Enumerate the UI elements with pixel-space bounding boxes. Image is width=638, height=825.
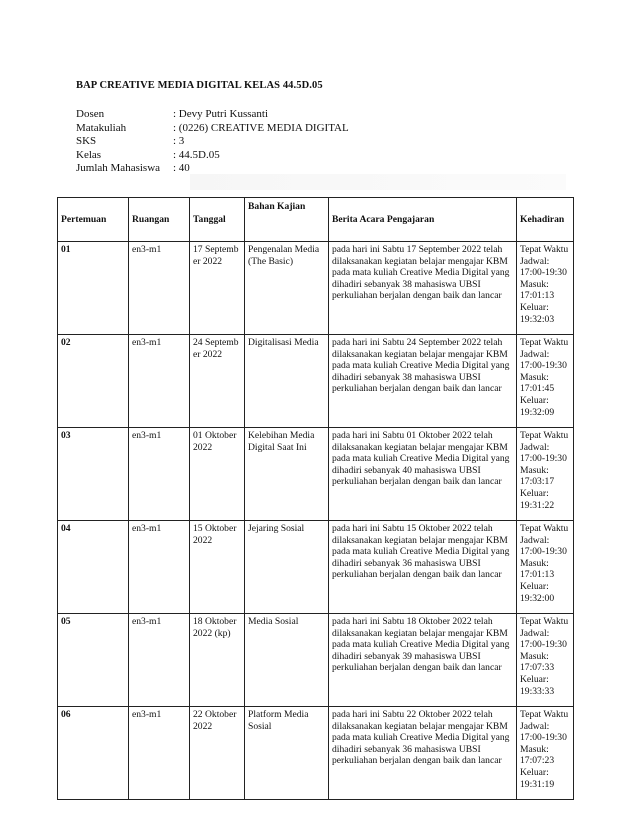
cell-berita-acara: pada hari ini Sabtu 15 Oktober 2022 telah dilaksanakan kegiatan belajar mengajar KBM pada mata kuliah Creative Media Digital yang dihadiri sebanyak 36 mahasiswa UBSI perkuliahan berjalan dengan baik dan lancar [329, 521, 517, 614]
cell-berita-acara: pada hari ini Sabtu 17 September 2022 telah dilaksanakan kegiatan belajar mengajar KBM pada mata kuliah Creative Media Digital yang dihadiri sebanyak 38 mahasiswa UBSI perkuliahan berjalan dengan baik dan lancar [329, 242, 517, 335]
header-bahan-kajian: Bahan Kajian [245, 198, 329, 242]
cell-ruangan: en3-m1 [129, 428, 190, 521]
attendance-table [57, 197, 574, 800]
cell-ruangan: en3-m1 [129, 242, 190, 335]
info-row-kelas [76, 149, 349, 163]
cell-pertemuan: 06 [58, 707, 129, 800]
table-row [58, 242, 574, 335]
cell-tanggal: 22 Oktober 2022 [190, 707, 245, 800]
info-value: : Devy Putri Kussanti [173, 108, 269, 120]
cell-tanggal: 01 Oktober 2022 [190, 428, 245, 521]
table-row [58, 521, 574, 614]
table-row [58, 428, 574, 521]
cell-tanggal: 24 Septemb er 2022 [190, 335, 245, 428]
info-row-dosen [76, 108, 349, 122]
cell-pertemuan: 01 [58, 242, 129, 335]
header-tanggal: Tanggal [190, 198, 245, 242]
cell-bahan-kajian: Platform Media Sosial [245, 707, 329, 800]
info-label: Matakuliah [76, 121, 127, 134]
cell-kehadiran: Tepat Waktu Jadwal: 17:00-19:30 Masuk: 17:03:17 Keluar: 19:31:22 [517, 428, 574, 521]
cell-berita-acara: pada hari ini Sabtu 24 September 2022 telah dilaksanakan kegiatan belajar mengajar KBM pada mata kuliah Creative Media Digital yang dihadiri sebanyak 38 mahasiswa UBSI perkuliahan berjalan dengan baik dan lancar [329, 335, 517, 428]
cell-bahan-kajian: Jejaring Sosial [245, 521, 329, 614]
cell-pertemuan: 02 [58, 335, 129, 428]
info-value: : 44.5D.05 [173, 148, 220, 161]
cell-pertemuan: 03 [58, 428, 129, 521]
cell-kehadiran: Tepat Waktu Jadwal: 17:00-19:30 Masuk: 17:01:13 Keluar: 19:32:00 [517, 521, 574, 614]
document-title: BAP CREATIVE MEDIA DIGITAL KELAS 44.5D.05 [76, 80, 323, 91]
cell-kehadiran: Tepat Waktu Jadwal: 17:00-19:30 Masuk: 17:07:23 Keluar: 19:31:19 [517, 707, 574, 800]
info-row-sks [76, 135, 349, 149]
header-ruangan: Ruangan [129, 198, 190, 242]
info-shade [190, 174, 566, 190]
cell-bahan-kajian: Digitalisasi Media [245, 335, 329, 428]
course-info [76, 108, 349, 176]
info-row-jumlah-mahasiswa [76, 162, 349, 176]
cell-pertemuan: 05 [58, 614, 129, 707]
info-label: Dosen [76, 108, 105, 120]
cell-kehadiran: Tepat Waktu Jadwal: 17:00-19:30 Masuk: 17:07:33 Keluar: 19:33:33 [517, 614, 574, 707]
cell-ruangan: en3-m1 [129, 707, 190, 800]
info-label: SKS [76, 135, 97, 148]
cell-tanggal: 15 Oktober 2022 [190, 521, 245, 614]
header-berita-acara: Berita Acara Pengajaran [329, 198, 517, 242]
cell-kehadiran: Tepat Waktu Jadwal: 17:00-19:30 Masuk: 17:01:45 Keluar: 19:32:09 [517, 335, 574, 428]
header-kehadiran: Kehadiran [517, 198, 574, 242]
info-label: Kelas [76, 148, 102, 161]
cell-ruangan: en3-m1 [129, 521, 190, 614]
info-value: : 3 [173, 135, 185, 148]
table-header-row [58, 198, 574, 242]
cell-berita-acara: pada hari ini Sabtu 18 Oktober 2022 telah dilaksanakan kegiatan belajar mengajar KBM pada mata kuliah Creative Media Digital yang dihadiri sebanyak 39 mahasiswa UBSI perkuliahan berjalan dengan baik dan lancar [329, 614, 517, 707]
cell-tanggal: 17 Septemb er 2022 [190, 242, 245, 335]
header-pertemuan: Pertemuan [58, 198, 129, 242]
cell-bahan-kajian: Kelebihan Media Digital Saat Ini [245, 428, 329, 521]
info-value: : (0226) CREATIVE MEDIA DIGITAL [173, 121, 349, 134]
table-row [58, 614, 574, 707]
table-row [58, 707, 574, 800]
cell-berita-acara: pada hari ini Sabtu 01 Oktober 2022 telah dilaksanakan kegiatan belajar mengajar KBM pada mata kuliah Creative Media Digital yang dihadiri sebanyak 40 mahasiswa UBSI perkuliahan berjalan dengan baik dan lancar [329, 428, 517, 521]
cell-berita-acara: pada hari ini Sabtu 22 Oktober 2022 telah dilaksanakan kegiatan belajar mengajar KBM pada mata kuliah Creative Media Digital yang dihadiri sebanyak 36 mahasiswa UBSI perkuliahan berjalan dengan baik dan lancar [329, 707, 517, 800]
table-row [58, 335, 574, 428]
cell-bahan-kajian: Pengenalan Media (The Basic) [245, 242, 329, 335]
cell-ruangan: en3-m1 [129, 335, 190, 428]
info-row-matakuliah [76, 122, 349, 136]
cell-tanggal: 18 Oktober 2022 (kp) [190, 614, 245, 707]
cell-bahan-kajian: Media Sosial [245, 614, 329, 707]
cell-ruangan: en3-m1 [129, 614, 190, 707]
cell-pertemuan: 04 [58, 521, 129, 614]
info-value: : 40 [173, 162, 190, 175]
cell-kehadiran: Tepat Waktu Jadwal: 17:00-19:30 Masuk: 17:01:13 Keluar: 19:32:03 [517, 242, 574, 335]
info-label: Jumlah Mahasiswa [76, 162, 161, 175]
